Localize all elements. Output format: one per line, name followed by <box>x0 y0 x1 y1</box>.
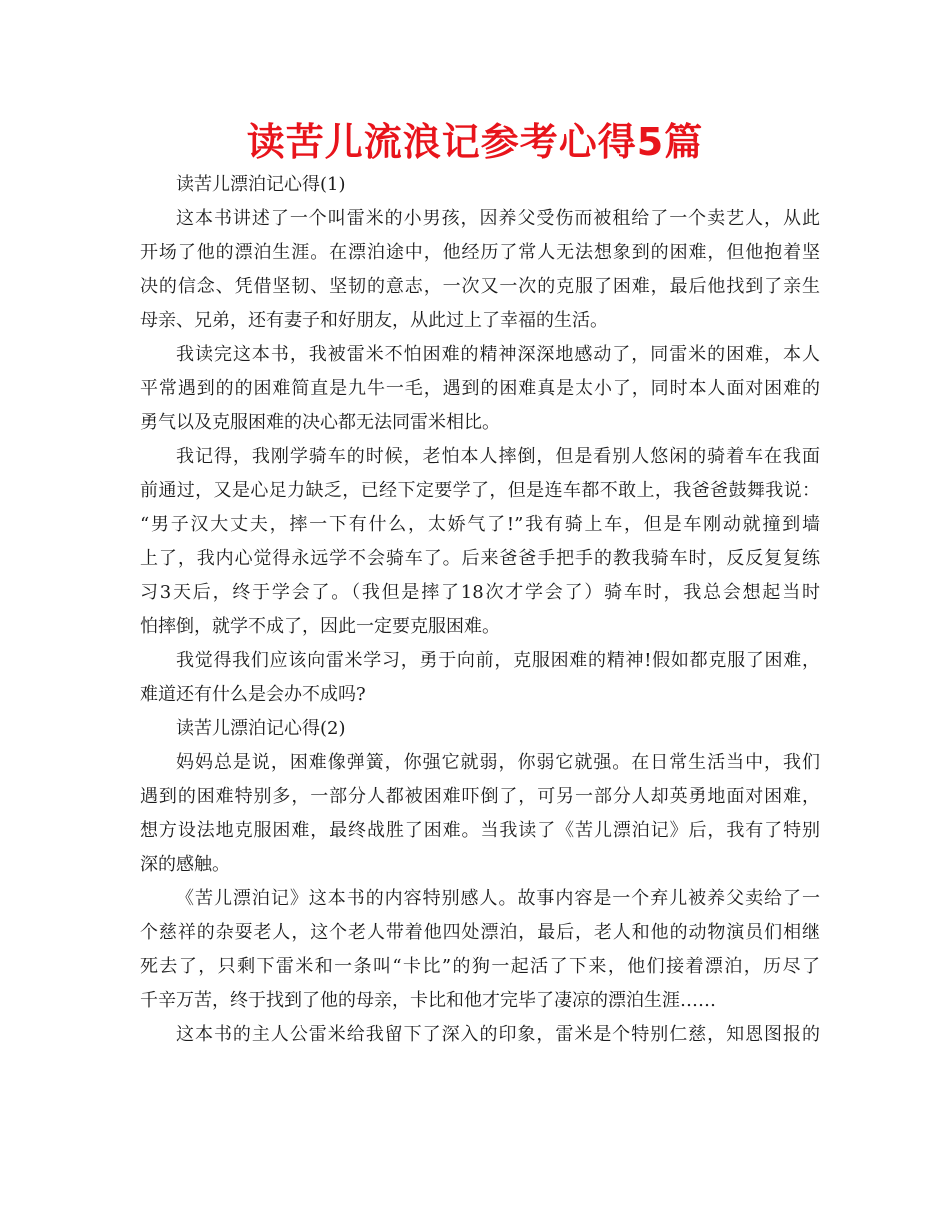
paragraph-line: “男子汉大丈夫，摔一下有什么，太娇气了!”我有骑上车，但是车刚动就撞到墙 <box>140 514 820 535</box>
paragraph-line: 《苦儿漂泊记》这本书的内容特别感人。故事内容是一个弃儿被养父卖给了一 <box>176 888 820 909</box>
paragraph-line: 这本书讲述了一个叫雷米的小男孩，因养父受伤而被租给了一个卖艺人，从此 <box>176 208 820 229</box>
paragraph-line: 我读完这本书，我被雷米不怕困难的精神深深地感动了，同雷米的困难，本人 <box>176 344 820 365</box>
paragraph-line: 前通过，又是心足力缺乏，已经下定要学了，但是连车都不敢上，我爸爸鼓舞我说： <box>140 480 820 501</box>
paragraph-line: 妈妈总是说，困难像弹簧，你强它就弱，你弱它就强。在日常生活当中，我们 <box>176 752 820 773</box>
paragraph-line: 习3天后，终于学会了。（我但是摔了18次才学会了）骑车时，我总会想起当时 <box>140 582 820 603</box>
paragraph-line: 难道还有什么是会办不成吗? <box>140 684 366 705</box>
document-title: 读苦儿流浪记参考心得5篇 <box>246 120 704 164</box>
paragraph-line: 我记得，我刚学骑车的时候，老怕本人摔倒，但是看别人悠闲的骑着车在我面 <box>176 446 820 467</box>
paragraph-line: 千辛万苦，终于找到了他的母亲，卡比和他才完毕了凄凉的漂泊生涯…… <box>140 990 716 1011</box>
paragraph-line: 勇气以及克服困难的决心都无法同雷米相比。 <box>140 412 500 433</box>
paragraph-line: 上了，我内心觉得永远学不会骑车了。后来爸爸手把手的教我骑车时，反反复复练 <box>140 548 820 569</box>
section-heading-1: 读苦儿漂泊记心得(1) <box>176 174 346 195</box>
paragraph-line: 决的信念、凭借坚韧、坚韧的意志，一次又一次的克服了困难，最后他找到了亲生 <box>140 276 820 297</box>
paragraph-line: 个慈祥的杂耍老人，这个老人带着他四处漂泊，最后，老人和他的动物演员们相继 <box>140 922 820 943</box>
paragraph-line: 深的感触。 <box>140 854 230 875</box>
paragraph-line: 我觉得我们应该向雷米学习，勇于向前，克服困难的精神!假如都克服了困难， <box>176 650 820 671</box>
paragraph-line: 想方设法地克服困难，最终战胜了困难。当我读了《苦儿漂泊记》后，我有了特别 <box>140 820 820 841</box>
paragraph-line: 平常遇到的的困难简直是九牛一毛，遇到的困难真是太小了，同时本人面对困难的 <box>140 378 820 399</box>
paragraph-line: 开场了他的漂泊生涯。在漂泊途中，他经历了常人无法想象到的困难，但他抱着坚 <box>140 242 820 263</box>
document-body <box>140 168 820 1052</box>
section-heading-2: 读苦儿漂泊记心得(2) <box>176 718 346 739</box>
paragraph-line: 这本书的主人公雷米给我留下了深入的印象，雷米是个特别仁慈，知恩图报的 <box>176 1024 820 1045</box>
paragraph-line: 怕摔倒，就学不成了，因此一定要克服困难。 <box>140 616 500 637</box>
paragraph-line: 母亲、兄弟，还有妻子和好朋友，从此过上了幸福的生活。 <box>140 310 608 331</box>
paragraph-line: 死去了，只剩下雷米和一条叫“卡比”的狗一起活了下来，他们接着漂泊，历尽了 <box>140 956 820 977</box>
paragraph-line: 遇到的困难特别多，一部分人都被困难吓倒了，可另一部分人却英勇地面对困难， <box>140 786 820 807</box>
